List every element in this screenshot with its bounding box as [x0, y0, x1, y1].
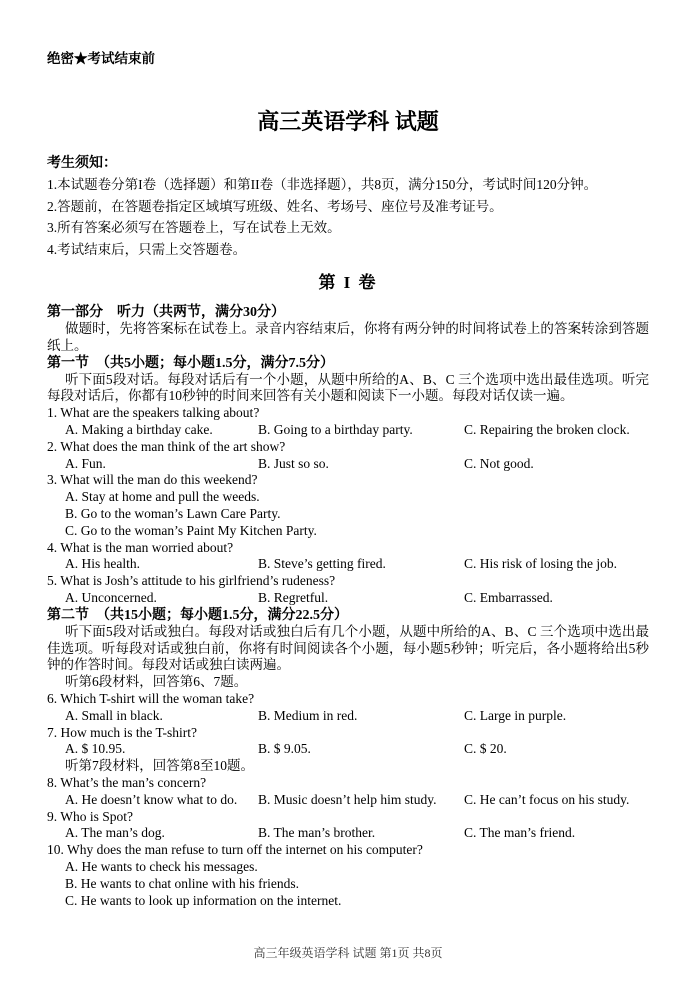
option-b: B. Music doesn’t help him study. [258, 791, 437, 807]
option-b: B. Medium in red. [258, 707, 358, 723]
question-stem: What are the speakers talking about? [60, 405, 260, 421]
option-b: B. Going to a birthday party. [258, 421, 413, 437]
question-5-text [47, 573, 649, 590]
question-number: 10. [47, 842, 64, 858]
question-stem: What will the man do this weekend? [60, 472, 258, 488]
option-c: C. Go to the woman’s Paint My Kitchen Party. [65, 522, 317, 538]
option-a: A. Making a birthday cake. [65, 421, 213, 437]
question-5-options [47, 590, 649, 607]
question-7-text [47, 725, 649, 742]
notice-item-4: 4.考试结束后，只需上交答题卷。 [47, 241, 247, 257]
option-a: A. The man’s dog. [65, 825, 165, 841]
question-10-text [47, 842, 649, 859]
section-2-heading: 第二节 （共15小题；每小题1.5分，满分22.5分） [47, 607, 348, 623]
section-2-intro: 听下面5段对话或独白。每段对话或独白后有几个小题，从题中所给的A、B、C 三个选项中选出最佳选项。听每段对话或独白前，你将有时间阅读各个小题，每小题5秒钟；听完后，各小题将给出5秒钟的作答时间。每段对话或独白读两遍。 [47, 623, 649, 673]
option-c: C. He wants to look up information on the internet. [65, 892, 342, 908]
notice-item-2: 2.答题前，在答题卷指定区域填写班级、姓名、考场号、座位号及准考证号。 [47, 198, 503, 214]
question-8-text [47, 775, 649, 792]
question-1-text [47, 405, 649, 422]
question-number: 5. [47, 573, 58, 589]
question-7 [47, 725, 649, 759]
question-stem: Why does the man refuse to turn off the internet on his computer? [67, 842, 423, 858]
question-3-options [47, 489, 649, 539]
notice-section [47, 153, 649, 260]
question-number: 3. [47, 472, 58, 488]
question-10 [47, 842, 649, 909]
option-b: B. He wants to chat online with his friends. [65, 875, 299, 891]
option-b: B. The man’s brother. [258, 825, 376, 841]
question-1-options [47, 422, 649, 439]
question-number: 6. [47, 690, 58, 706]
option-c: C. Large in purple. [464, 707, 567, 723]
question-number: 4. [47, 539, 58, 555]
page-footer: 高三年级英语学科 试题 第1页 共8页 [253, 946, 443, 960]
question-stem: What is the man worried about? [60, 539, 234, 555]
option-b: B. Steve’s getting fired. [258, 556, 386, 572]
question-stem: What’s the man’s concern? [60, 774, 207, 790]
question-number: 1. [47, 405, 58, 421]
option-b: B. Go to the woman’s Lawn Care Party. [65, 505, 281, 521]
option-b: B. Just so so. [258, 455, 329, 471]
question-number: 7. [47, 724, 58, 740]
part-1-intro: 做题时，先将答案标在试卷上。录音内容结束后，你将有两分钟的时间将试卷上的答案转涂到答题纸上。 [47, 321, 649, 353]
question-10-options [47, 859, 649, 909]
option-c: C. $ 20. [464, 741, 507, 757]
material-7-note: 听第7段材料，回答第8至10题。 [65, 758, 254, 774]
question-stem: What is Josh’s attitude to his girlfriend’s rudeness? [60, 573, 336, 589]
question-3-text [47, 472, 649, 489]
question-number: 8. [47, 774, 58, 790]
question-stem: What does the man think of the art show? [60, 438, 286, 454]
question-stem: Which T-shirt will the woman take? [60, 690, 255, 706]
part-1-heading: 第一部分 听力（共两节，满分30分） [47, 305, 285, 320]
option-b: B. $ 9.05. [258, 741, 311, 757]
question-5 [47, 573, 649, 607]
question-8 [47, 775, 649, 809]
section-1-heading: 第一节 （共5小题；每小题1.5分，满分7.5分） [47, 355, 334, 371]
option-b: B. Regretful. [258, 589, 329, 605]
question-2-text [47, 439, 649, 456]
question-stem: How much is the T-shirt? [60, 724, 197, 740]
option-a: A. Stay at home and pull the weeds. [65, 489, 260, 505]
option-c: C. Not good. [464, 455, 534, 471]
option-c: C. Embarrassed. [464, 589, 553, 605]
option-a: A. Small in black. [65, 707, 163, 723]
question-8-options [47, 792, 649, 809]
question-3 [47, 472, 649, 539]
option-c: C. He can’t focus on his study. [464, 791, 630, 807]
option-a: A. $ 10.95. [65, 741, 126, 757]
question-6-text [47, 691, 649, 708]
option-a: A. He doesn’t know what to do. [65, 791, 238, 807]
question-1 [47, 405, 649, 439]
option-c: C. The man’s friend. [464, 825, 576, 841]
question-number: 2. [47, 438, 58, 454]
question-4-options [47, 556, 649, 573]
question-4 [47, 540, 649, 574]
option-c: C. Repairing the broken clock. [464, 421, 630, 437]
question-2-options [47, 456, 649, 473]
section-1-intro: 听下面5段对话。每段对话后有一个小题，从题中所给的A、B、C 三个选项中选出最佳选项。听完每段对话后，你都有10秒钟的时间来回答有关小题和阅读下一小题。每段对话仅读一遍。 [47, 371, 649, 404]
option-a: A. Fun. [65, 455, 106, 471]
notice-heading: 考生须知： [47, 156, 117, 171]
question-9 [47, 809, 649, 843]
option-a: A. His health. [65, 556, 140, 572]
question-6 [47, 691, 649, 725]
question-2 [47, 439, 649, 473]
question-number: 9. [47, 808, 58, 824]
notice-item-3: 3.所有答案必须写在答题卷上，写在试卷上无效。 [47, 220, 341, 235]
material-6-note: 听第6段材料，回答第6、7题。 [65, 674, 248, 690]
question-9-text [47, 809, 649, 826]
notice-item-1: 1.本试题卷分第I卷（选择题）和第II卷（非选择题），共8页，满分150分，考试时间120分钟。 [47, 177, 598, 192]
question-4-text [47, 540, 649, 557]
option-c: C. His risk of losing the job. [464, 556, 618, 572]
page-title: 高三英语学科 试题 [257, 109, 439, 134]
option-a: A. He wants to check his messages. [65, 858, 258, 874]
question-stem: Who is Spot? [60, 808, 134, 824]
question-7-options [47, 741, 649, 758]
question-9-options [47, 825, 649, 842]
volume-1-title: 第 I 卷 [318, 273, 378, 292]
option-a: A. Unconcerned. [65, 589, 157, 605]
classification-label: 绝密★考试结束前 [47, 51, 155, 66]
question-6-options [47, 708, 649, 725]
